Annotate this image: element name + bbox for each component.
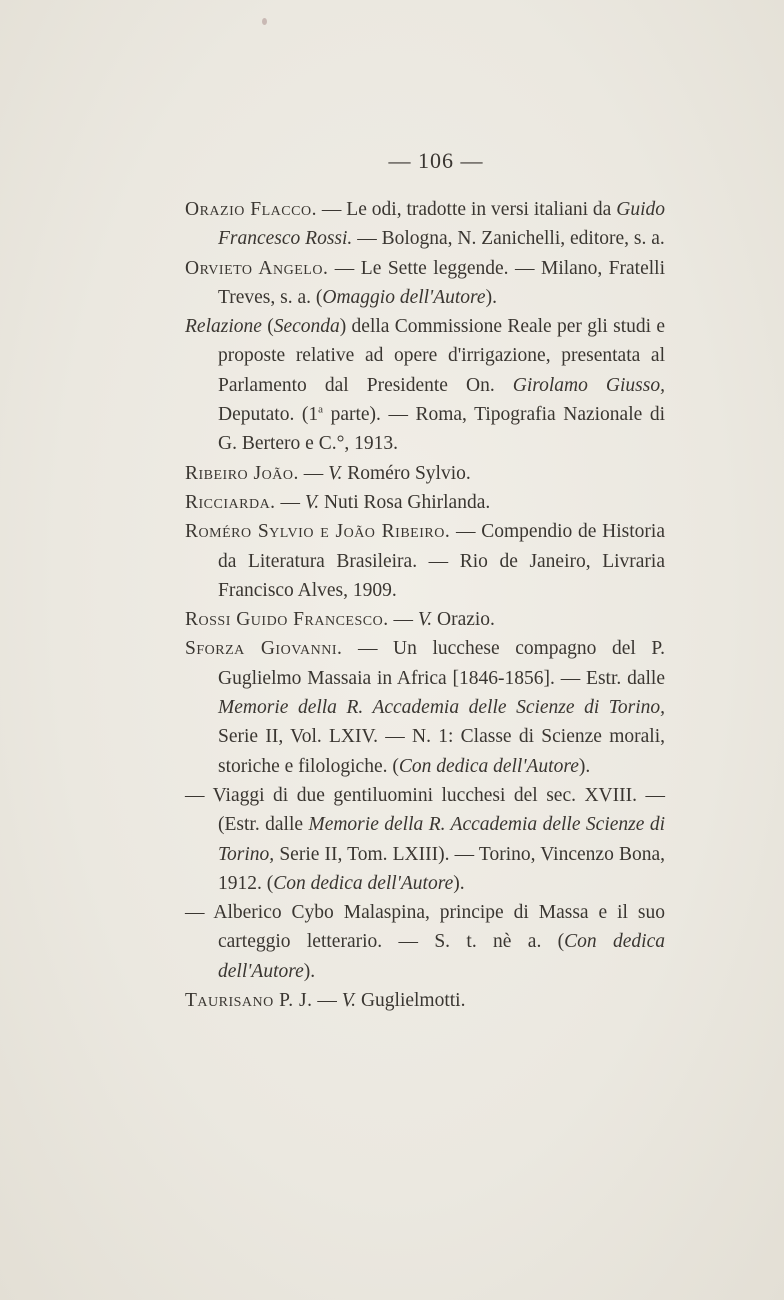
entry-italic: Memorie della R. Accademia delle Scienze di Torino, [218,697,665,719]
entry-text: Serie II, Tom. LXIII). — Torino, Vincenzo Bona, 1912. ( [218,843,665,894]
entry-text: Deputato. (1 [218,404,319,426]
entry-romero-sylvio [185,517,665,605]
entry-ribeiro-joao [185,459,665,488]
entry-italic: Memorie della R. Accademia delle Scienze di Torino, [218,814,665,865]
entry-text: ) della Commissione Reale per gli studi e proposte relative ad opere d'irrigazione, presentata al Parlamento dal Presidente On. [218,316,665,396]
entry-sforza-viaggi [185,781,665,898]
entry-superscript: a [318,403,324,416]
ink-spot [262,18,267,25]
entry-italic: Guido Francesco Rossi. [218,199,666,250]
entry-author: Orvieto Angelo. [185,257,329,279]
page-number: — 106 — [388,148,484,173]
entry-sforza-alberico [185,898,665,986]
entry-text: — [312,990,342,1012]
entry-text: Orazio. [432,609,495,631]
entry-rossi-guido [185,605,665,634]
entry-text: ). [578,755,591,777]
entry-author: Taurisano P. J. [185,990,313,1012]
entry-text: — [275,491,305,513]
entry-text: — Le Sette leggende. — Milano, Fratelli Treves, s. a. ( [218,257,665,308]
entry-text: parte). — Roma, Tipografia Nazionale di G. Bertero e C.°, 1913. [218,404,665,455]
entry-orvieto-angelo [185,254,665,313]
entry-text: — Le odi, tradotte in versi italiani da [316,199,617,220]
entry-text: ). [485,286,497,308]
entry-author: Ricciarda. [185,491,276,513]
entry-italic: Con dedica dell'Autore [218,931,666,982]
entry-title-italic: Relazione [185,316,262,338]
entry-relazione [185,312,665,458]
entry-author: Sforza Giovanni. [185,638,343,660]
entry-author: Rossi Guido Francesco. [185,609,389,631]
entry-sforza-giovanni [185,634,665,780]
entry-text: Serie II, Vol. LXIV. — N. 1: Classe di Scienze morali, storiche e filologiche. ( [218,726,665,777]
entry-see-also: V. [417,609,433,631]
entry-text: ). [453,872,465,894]
entry-author: Roméro Sylvio e João Ribeiro. [185,521,451,543]
entry-text: ). [303,960,316,982]
entry-author: Ribeiro João. [185,462,299,484]
entry-orazio-flacco [185,195,665,254]
entry-italic: Girolamo Giusso, [512,374,665,396]
entry-see-also: V. [328,462,343,484]
entry-see-also: V. [341,990,357,1012]
entry-taurisano [185,986,665,1015]
entry-text: Guglielmotti. [356,990,466,1012]
entry-italic: Con dedica dell'Autore [273,872,454,894]
entry-text: — Un lucchese compagno del P. Guglielmo Massaia in Africa [1846-1856]. — Estr. dalle [218,638,665,689]
entry-text: Nuti Rosa Ghirlanda. [319,491,491,513]
entry-text: ( [261,316,274,338]
entry-text: — [388,609,418,631]
entry-italic: Omaggio dell'Autore [322,286,486,308]
bibliography-list [185,195,665,1015]
entry-see-also: V. [304,491,320,513]
entry-ricciarda [185,488,665,517]
entry-author: Orazio Flacco. [185,199,317,220]
entry-text: — Compendio de Historia da Literatura Brasileira. — Rio de Janeiro, Livraria Francisco Alves, 1909. [218,521,665,601]
entry-italic: Con dedica dell'Autore [398,755,579,777]
entry-text: — Viaggi di due gentiluomini lucchesi del sec. XVIII. — (Estr. dalle [185,784,665,836]
entry-text: — Alberico Cybo Malaspina, principe di Massa e il suo carteggio letterario. — S. t. nè a. ( [185,902,665,953]
entry-text: — [298,462,329,484]
entry-italic: Seconda [273,316,340,338]
entry-text: Roméro Sylvio. [342,462,471,484]
entry-text: — Bologna, N. Zanichelli, editore, s. a. [352,228,665,250]
